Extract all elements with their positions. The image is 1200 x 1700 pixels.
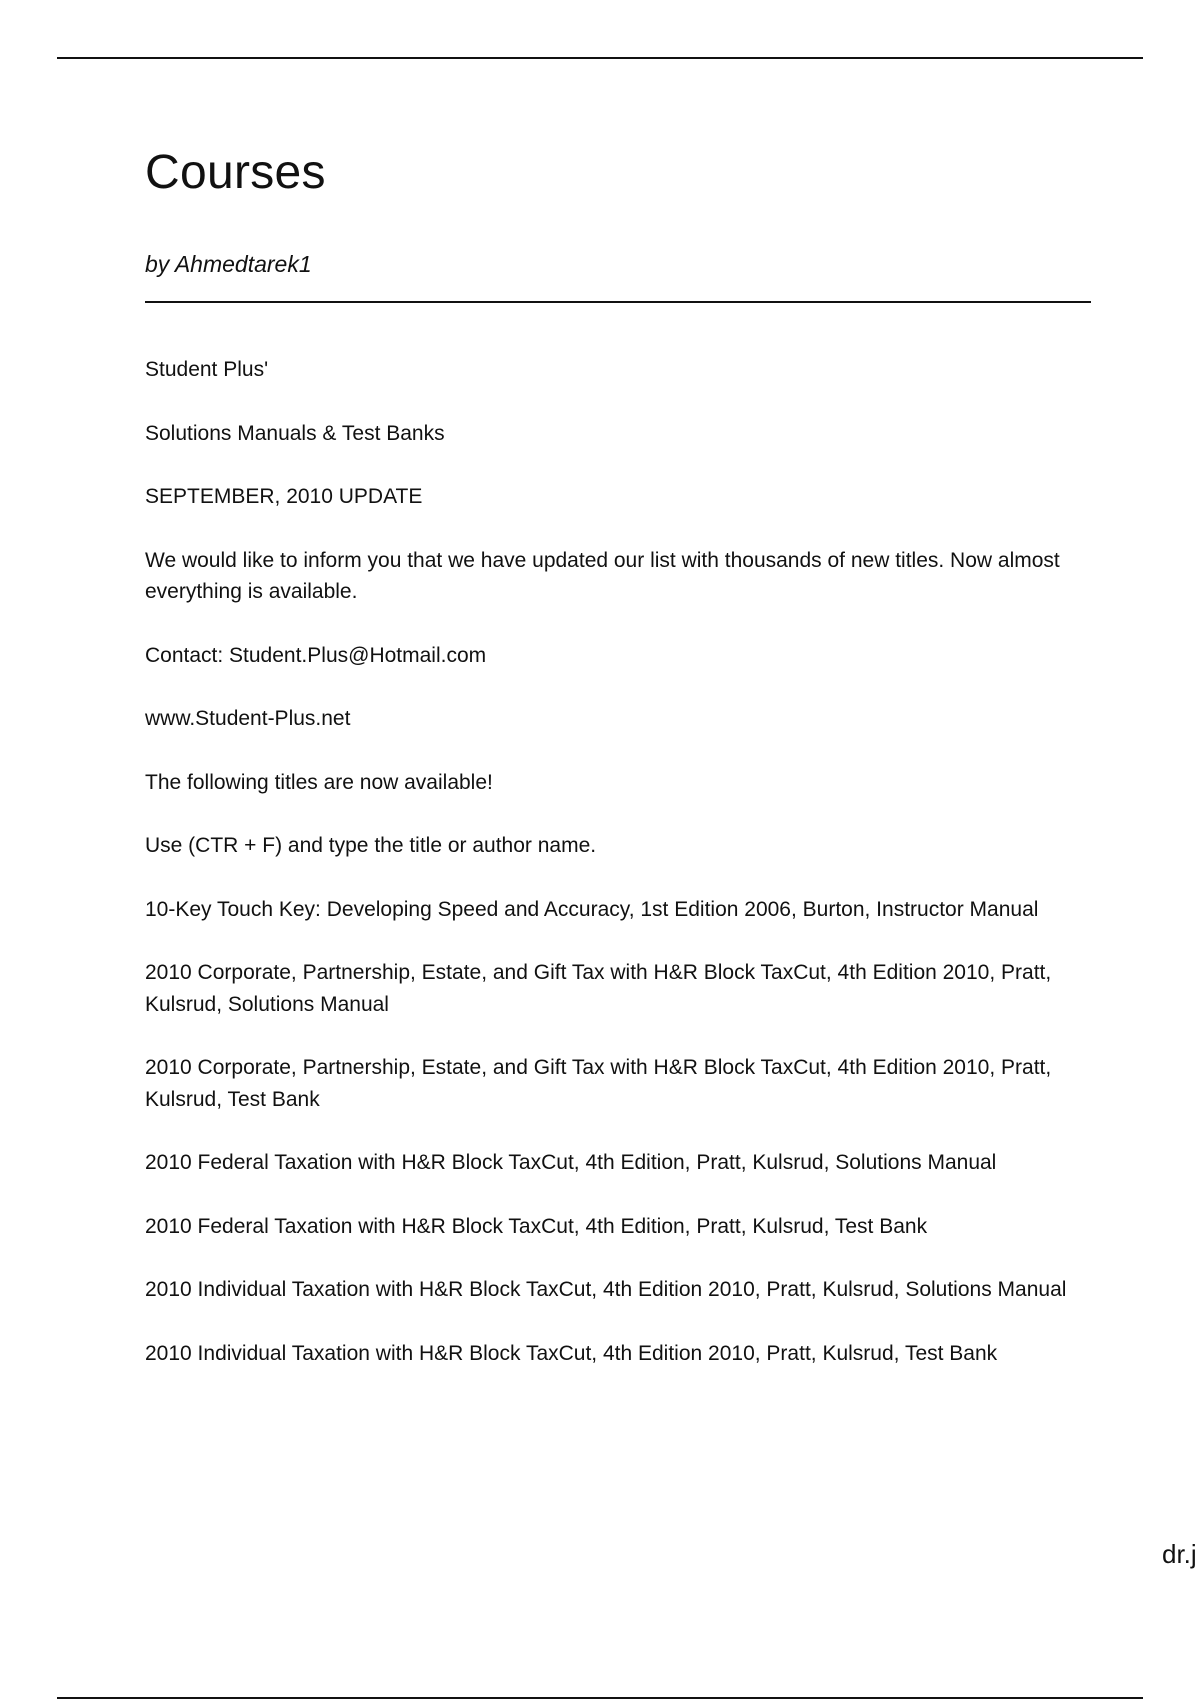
top-rule xyxy=(57,57,1143,59)
list-item: 2010 Corporate, Partnership, Estate, and Gift Tax with H&R Block TaxCut, 4th Edition 2010, Pratt, Kulsrud, Test Bank xyxy=(145,1056,1052,1111)
list-item: 2010 Corporate, Partnership, Estate, and Gift Tax with H&R Block TaxCut, 4th Edition 2010, Pratt, Kulsrud, Solutions Manual xyxy=(145,961,1052,1016)
bottom-rule xyxy=(57,1697,1143,1699)
paragraph-subtitle: Solutions Manuals & Test Banks xyxy=(145,421,445,445)
paragraph-contact: Contact: Student.Plus@Hotmail.com xyxy=(145,643,487,667)
paragraph-website: www.Student-Plus.net xyxy=(145,707,351,730)
list-item: 2010 Federal Taxation with H&R Block TaxCut, 4th Edition, Pratt, Kulsrud, Test Bank xyxy=(145,1214,928,1238)
list-item: 10-Key Touch Key: Developing Speed and Accuracy, 1st Edition 2006, Burton, Instructor Manual xyxy=(145,897,1039,921)
list-item: 2010 Federal Taxation with H&R Block TaxCut, 4th Edition, Pratt, Kulsrud, Solutions Manual xyxy=(145,1151,997,1174)
header-divider xyxy=(145,301,1091,303)
document-body xyxy=(145,354,1075,1369)
paragraph-instructions: Use (CTR + F) and type the title or author name. xyxy=(145,834,597,857)
author-byline: by Ahmedtarek1 xyxy=(145,251,312,277)
paragraph-available: The following titles are now available! xyxy=(145,770,493,794)
list-item: 2010 Individual Taxation with H&R Block TaxCut, 4th Edition 2010, Pratt, Kulsrud, Test Bank xyxy=(145,1341,998,1365)
paragraph-brand: Student Plus' xyxy=(145,358,269,381)
page-title: Courses xyxy=(145,146,326,199)
paragraph-intro: We would like to inform you that we have updated our list with thousands of new titles. Now almost everything is available. xyxy=(145,548,1060,603)
list-item: 2010 Individual Taxation with H&R Block TaxCut, 4th Edition 2010, Pratt, Kulsrud, Solutions Manual xyxy=(145,1278,1067,1301)
cut-off-text-fragment: dr.j xyxy=(1162,1539,1197,1569)
paragraph-update: SEPTEMBER, 2010 UPDATE xyxy=(145,485,423,508)
